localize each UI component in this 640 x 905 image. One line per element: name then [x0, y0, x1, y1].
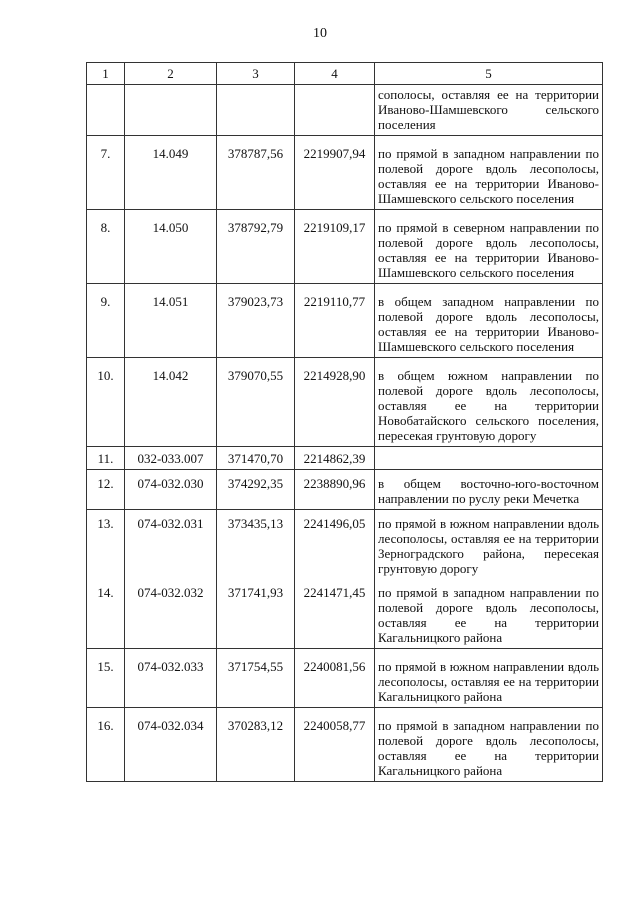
point-code: 074-032.033: [125, 649, 217, 708]
point-code: 14.050: [125, 210, 217, 284]
boundary-description: в общем южном направлении по полевой дороге вдоль лесополосы, оставляя ее на территории Новобатайского сельского поселения, пересекая грунтовую дорогу: [375, 358, 603, 447]
boundary-description: по прямой в западном направлении по полевой дороге вдоль лесополосы, оставляя ее на территории Кагальницкого района: [375, 579, 603, 649]
column-header: 4: [295, 63, 375, 85]
table-row: [87, 447, 603, 470]
point-code: 14.042: [125, 358, 217, 447]
y-coordinate: 2214928,90: [295, 358, 375, 447]
x-coordinate: 371741,93: [217, 579, 295, 649]
table-row: [87, 470, 603, 510]
column-header: 1: [87, 63, 125, 85]
x-coordinate: 379023,73: [217, 284, 295, 358]
table-row: [87, 358, 603, 447]
boundary-description: по прямой в западном направлении по полевой дороге вдоль лесополосы, оставляя ее на территории Кагальницкого района: [375, 708, 603, 782]
point-code: 032-033.007: [125, 447, 217, 470]
point-code: 074-032.030: [125, 470, 217, 510]
x-coordinate: 378792,79: [217, 210, 295, 284]
y-coordinate: 2240081,56: [295, 649, 375, 708]
row-number: 15.: [87, 649, 125, 708]
y-coordinate: 2238890,96: [295, 470, 375, 510]
table-row: [87, 708, 603, 782]
row-number: 13.: [87, 510, 125, 580]
x-coordinate: 378787,56: [217, 136, 295, 210]
row-number: 9.: [87, 284, 125, 358]
boundary-description: [375, 447, 603, 470]
y-coordinate: 2219110,77: [295, 284, 375, 358]
y-coordinate: 2219907,94: [295, 136, 375, 210]
y-coordinate: 2219109,17: [295, 210, 375, 284]
row-number: 8.: [87, 210, 125, 284]
row-number: 16.: [87, 708, 125, 782]
x-coordinate: 374292,35: [217, 470, 295, 510]
boundary-description: в общем западном направлении по полевой дороге вдоль лесополосы, оставляя ее на территории Иваново-Шамшевского сельского поселения: [375, 284, 603, 358]
boundary-description: по прямой в южном направлении вдоль лесополосы, оставляя ее на территории Кагальницкого района: [375, 649, 603, 708]
header-row: [87, 63, 603, 85]
table-row: [87, 510, 603, 580]
point-code: 074-032.034: [125, 708, 217, 782]
table-row: [87, 136, 603, 210]
column-header: 5: [375, 63, 603, 85]
boundary-description: по прямой в северном направлении по полевой дороге вдоль лесополосы, оставляя ее на территории Иваново-Шамшевского сельского поселения: [375, 210, 603, 284]
x-coordinate: 373435,13: [217, 510, 295, 580]
table-row: [87, 579, 603, 649]
page-number: 10: [313, 26, 327, 41]
point-code: 14.051: [125, 284, 217, 358]
y-coordinate: 2241471,45: [295, 579, 375, 649]
x-coordinate: 379070,55: [217, 358, 295, 447]
row-number: 7.: [87, 136, 125, 210]
boundary-table: [86, 62, 603, 782]
boundary-description: по прямой в южном направлении вдоль лесополосы, оставляя ее на территории Зерноградского района, пересекая грунтовую дорогу: [375, 510, 603, 580]
row-number: 11.: [87, 447, 125, 470]
point-code: [125, 85, 217, 136]
y-coordinate: 2214862,39: [295, 447, 375, 470]
x-coordinate: 371754,55: [217, 649, 295, 708]
table-row: [87, 85, 603, 136]
table-row: [87, 649, 603, 708]
x-coordinate: 371470,70: [217, 447, 295, 470]
y-coordinate: [295, 85, 375, 136]
table-row: [87, 284, 603, 358]
point-code: 074-032.031: [125, 510, 217, 580]
boundary-description: сополосы, оставляя ее на территории Иваново-Шамшевского сельского поселения: [375, 85, 603, 136]
y-coordinate: 2241496,05: [295, 510, 375, 580]
table-row: [87, 210, 603, 284]
row-number: 10.: [87, 358, 125, 447]
point-code: 074-032.032: [125, 579, 217, 649]
row-number: [87, 85, 125, 136]
row-number: 12.: [87, 470, 125, 510]
column-header: 2: [125, 63, 217, 85]
row-number: 14.: [87, 579, 125, 649]
y-coordinate: 2240058,77: [295, 708, 375, 782]
x-coordinate: [217, 85, 295, 136]
point-code: 14.049: [125, 136, 217, 210]
x-coordinate: 370283,12: [217, 708, 295, 782]
boundary-description: по прямой в западном направлении по полевой дороге вдоль лесополосы, оставляя ее на территории Иваново-Шамшевского сельского поселения: [375, 136, 603, 210]
column-header: 3: [217, 63, 295, 85]
boundary-description: в общем восточно-юго-восточном направлении по руслу реки Мечетка: [375, 470, 603, 510]
